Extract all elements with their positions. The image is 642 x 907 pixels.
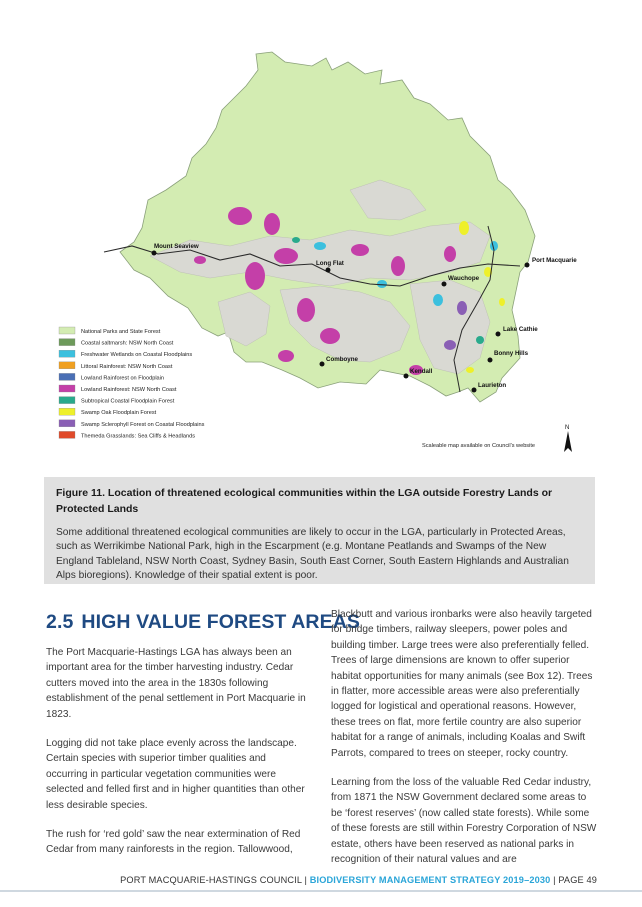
legend-label: Lowland Rainforest: NSW North Coast xyxy=(81,387,177,393)
town-port-macquarie xyxy=(525,263,530,268)
section-heading xyxy=(46,611,360,634)
legend-swatch xyxy=(59,408,75,415)
paragraph: Learning from the loss of the valuable Red Cedar industry, from 1871 the NSW Government declared some areas to be ‘forest reserves’ (now called state forests). While some of these forests are still within Forestry Corporation of NSW estate, others have been reserved as national parks in recognition of their natural values and are xyxy=(331,777,597,866)
footer-separator: | xyxy=(550,875,559,885)
legend-swatch xyxy=(59,397,75,404)
town-lake-cathie xyxy=(496,332,501,337)
page-footer xyxy=(0,875,597,885)
section-title: HIGH VALUE FOREST AREAS xyxy=(81,611,360,633)
svg-text:N: N xyxy=(565,425,570,431)
page-number: PAGE 49 xyxy=(558,875,597,885)
legend-swatch xyxy=(59,431,75,438)
legend-label: Coastal saltmarsh: NSW North Coast xyxy=(81,340,174,347)
label-mount-seaview: Mount Seaview xyxy=(154,243,199,250)
legend-swatch xyxy=(59,350,75,357)
map-legend xyxy=(59,327,205,439)
legend-label: Littoral Rainforest: NSW North Coast xyxy=(81,363,173,370)
town-kendall xyxy=(404,374,409,379)
paragraph: The Port Macquarie-Hastings LGA has always been an important area for the timber harvesting industry. Cedar cutters moved into the area in the 1830s following establishment of the penal settlement in Port Macquarie in 1823. xyxy=(46,647,306,720)
legend-swatch xyxy=(59,362,75,369)
label-lake-cathie: Lake Cathie xyxy=(503,326,538,333)
label-port-macquarie: Port Macquarie xyxy=(532,257,577,264)
footer-strategy: BIODIVERSITY MANAGEMENT STRATEGY 2019–2030 xyxy=(309,875,551,885)
town-laurieton xyxy=(472,388,477,393)
legend-label: Swamp Oak Floodplain Forest xyxy=(81,410,157,417)
town-wauchope xyxy=(442,282,447,287)
town-bonny-hills xyxy=(488,358,493,363)
legend-swatch xyxy=(59,420,75,427)
legend-label: National Parks and State Forest xyxy=(81,329,161,335)
legend-swatch xyxy=(59,385,75,392)
label-laurieton: Laurieton xyxy=(478,382,507,389)
label-long-flat: Long Flat xyxy=(316,260,344,267)
north-arrow-icon xyxy=(564,425,572,452)
paragraph: Logging did not take place evenly across the landscape. Certain species with superior timber qualities and occurring in particular vegetation communities were selected and felled first and in higher quantities than other less desirable species. xyxy=(46,738,305,811)
figure-title: Figure 11. Location of threatened ecological communities within the LGA outside Forestry Lands or Protected Lands xyxy=(56,487,553,515)
label-wauchope: Wauchope xyxy=(448,275,480,282)
right-column xyxy=(331,607,599,882)
legend-swatch xyxy=(59,327,75,334)
legend-label: Lowland Rainforest on Floodplain xyxy=(81,375,165,382)
town-long-flat xyxy=(326,268,331,273)
legend-label: Subtropical Coastal Floodplain Forest xyxy=(81,398,175,405)
figure-caption xyxy=(44,477,595,584)
lga-map xyxy=(50,40,595,465)
legend-label: Freshwater Wetlands on Coastal Floodplains xyxy=(81,352,193,359)
paragraph: The rush for ‘red gold’ saw the near extermination of Red Cedar from many rainforests in the region. Tallowwood, xyxy=(46,829,301,856)
figure-note: Some additional threatened ecological communities are likely to occur in the LGA, particularly in Protected Areas, such as Werrikimbe National Park, high in the Escarpment (e.g. Montane Peatlands and Swamps of the New England Tableland, NSW North Coast, Sydney Basin, South East Corner, South Eastern Highlands and Australian Alps bioregions). Knowledge of their spatial extent is poor. xyxy=(56,527,569,581)
paragraph: Blackbutt and various ironbarks were also heavily targeted for bridge timbers, railway sleepers, power poles and building timber. Large trees were also preferentially felled. Trees of large dimensions are known to offer superior habitat opportunities for many animals (see Box 12). Trees in flatter, more accessible areas were also preferentially logged for logistical and operational reasons. However, these trees on flat, more fertile country are also superior habitat for a range of animals, including Koalas and Swift Parrots, compared to trees on steeper, rocky country. xyxy=(331,609,593,759)
footer-org: PORT MACQUARIE-HASTINGS COUNCIL xyxy=(120,875,302,885)
legend-swatch xyxy=(59,373,75,380)
label-comboyne: Comboyne xyxy=(326,356,358,363)
left-column xyxy=(46,645,308,872)
label-bonny-hills: Bonny Hills xyxy=(494,350,529,357)
section-number: 2.5 xyxy=(46,611,74,633)
legend-swatch xyxy=(59,339,75,346)
legend-label: Themeda Grasslands: Sea Cliffs & Headlands xyxy=(81,433,196,440)
footer-separator: | xyxy=(301,875,310,885)
legend-label: Swamp Sclerophyll Forest on Coastal Floodplains xyxy=(81,421,205,428)
label-kendall: Kendall xyxy=(410,368,433,375)
town-comboyne xyxy=(320,362,325,367)
footer-rule xyxy=(0,890,642,892)
town-mount-seaview xyxy=(152,251,157,256)
map-note: Scaleable map available on Council's website xyxy=(422,443,536,449)
